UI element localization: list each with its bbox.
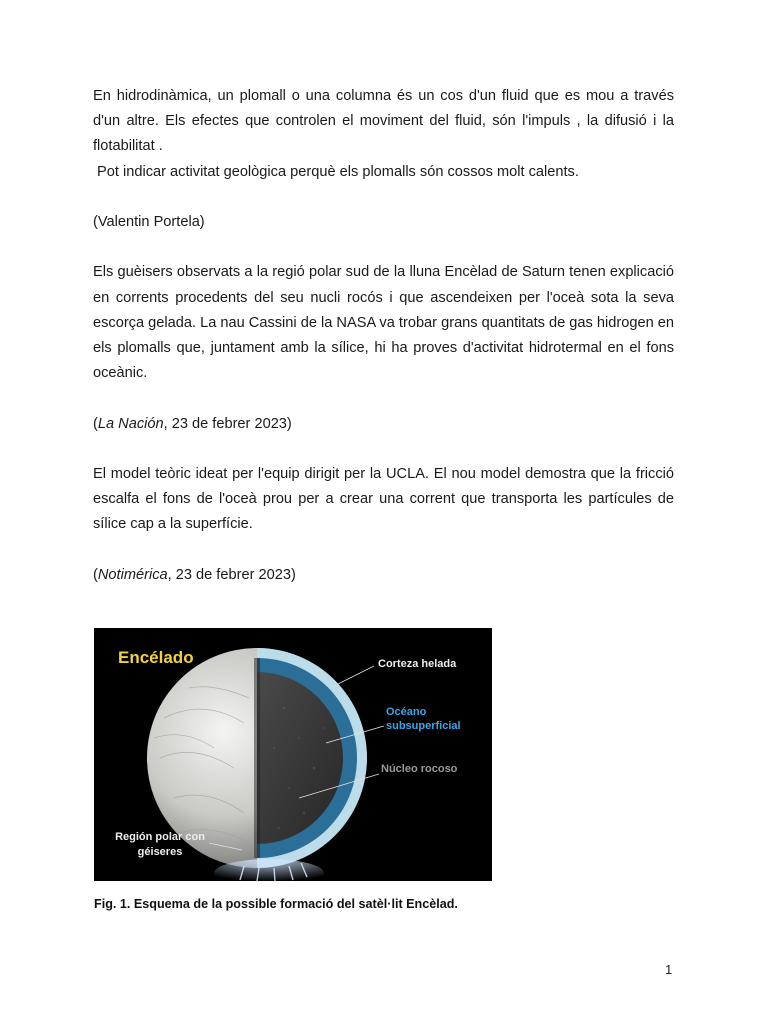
paragraph-geysers: [93, 260, 674, 386]
citation-notimerica: (Notimérica, 23 de febrer 2023): [93, 566, 296, 583]
label-rocky-core: Núcleo rocoso: [381, 763, 458, 775]
citation-valentin-portela: (Valentin Portela): [93, 214, 205, 230]
figure-caption: Fig. 1. Esquema de la possible formació del satèl·lit Encèlad.: [94, 897, 458, 911]
figure-title: Encélado: [118, 648, 194, 667]
document-body: [93, 84, 674, 588]
label-ice-crust: Corteza helada: [378, 658, 457, 670]
label-ocean-line2: subsuperficial: [386, 720, 461, 732]
label-ocean-line1: Océano: [386, 706, 427, 718]
label-polar-region-line1: Región polar con: [115, 831, 205, 843]
label-polar-region-line2: géiseres: [137, 846, 183, 858]
source-name: Notimérica: [97, 566, 168, 583]
source-name: La Nación: [97, 415, 164, 432]
paragraph-text: Els guèisers observats a la regió polar sud de la lluna Encèlad de Saturn tenen explicació en corrents procedents del seu nucli rocós i que ascendeixen per l'oceà sota la seva escorça gelada. La nau Cassini de la NASA va trobar grans quantitats de gas hidrogen en els plomalls que, juntament amb la sílice, hi ha proves d'activitat hidrotermal en el fons oceànic.: [93, 264, 674, 382]
paragraph-plume-definition: [93, 84, 674, 185]
page-number: 1: [665, 962, 673, 977]
paragraph-text: Pot indicar activitat geològica perquè els plomalls són cossos molt calents.: [93, 163, 579, 180]
enceladus-diagram: [94, 628, 492, 881]
paragraph-text: En hidrodinàmica, un plomall o una columna és un cos d'un fluid que es mou a través d'un altre. Els efectes que controlen el moviment del fluid, són l'impuls , la difusió i la flotabilitat .: [93, 88, 674, 155]
citation-la-nacion: (La Nación, 23 de febrer 2023): [93, 415, 292, 432]
paragraph-ucla-model: [93, 462, 674, 538]
paragraph-text: El model teòric ideat per l'equip dirigit per la UCLA. El nou model demostra que la fricció escalfa el fons de l'oceà prou per a crear una corrent que transporta les partícules de sílice cap a la superfície.: [93, 465, 674, 533]
